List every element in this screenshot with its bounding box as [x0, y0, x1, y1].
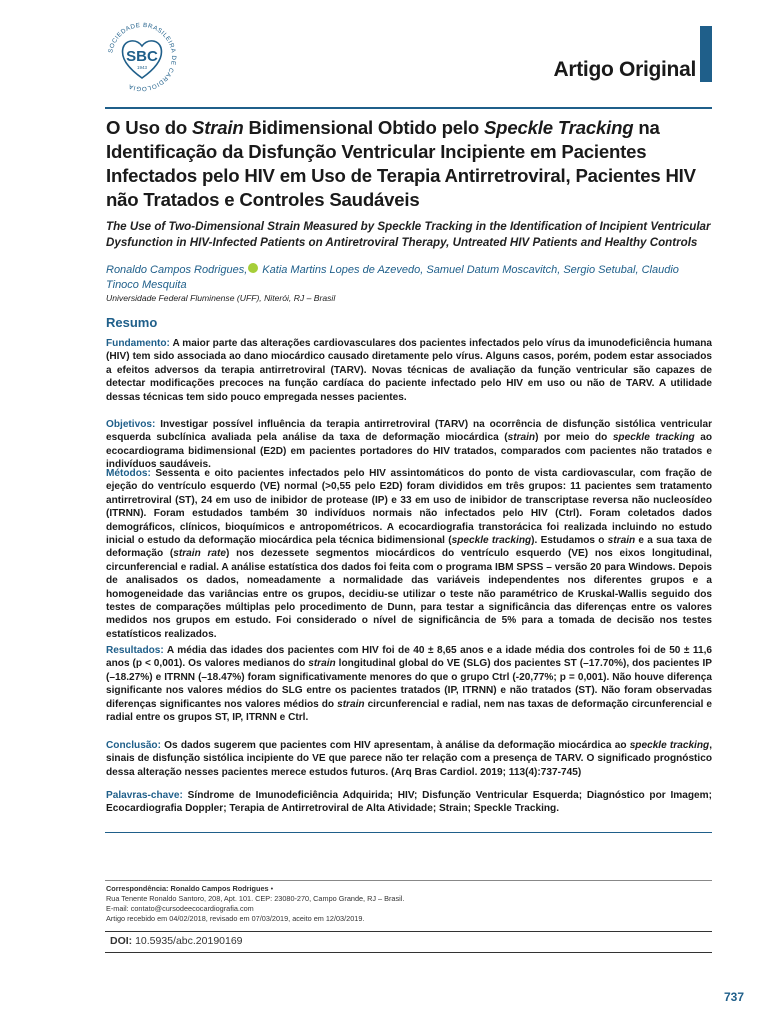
abstract-resultados: Resultados: A média das idades dos pacientes com HIV foi de 40 ± 8,65 anos e a idade média dos controles foi de 50 ± 11,6 anos (p < 0,001). Os valores medianos do strain longitudinal global do VE (SLG) dos pacientes ST (–17.70%), dos pacientes IP (–18.27%) e ITRNN (–18.47%) foram significativamente menores do que o grupo Ctrl (-20,77%; p = 0,001). Não houve diferença significante nos valores médios do SLG entre os pacientes tratados (IP, ITRNN) e não tratados (ST). Não foram observadas diferenças significantes nos valores médios do strain circunferencial e radial, nem nas taxas de deformação circunferencial e radial entre os grupos ST, IP, ITRNN e Ctrl. [106, 645, 712, 724]
logo-year: 1943 [136, 65, 148, 70]
section-bar [700, 26, 712, 82]
authors: Ronaldo Campos Rodrigues, Katia Martins Lopes de Azevedo, Samuel Datum Moscavitch, Sergio Setubal, Claudio Tinoco Mesquita [106, 264, 679, 291]
correspondence-divider [105, 880, 712, 881]
abstract-metodos: Métodos: Sessenta e oito pacientes infectados pelo HIV assintomáticos do ponto de vista cardiovascular, com fração de ejeção do ventrículo esquerdo (VE) normal (>0,55 pelo E2D) foram divididos em três grupos: 11 pacientes sem tratamento antirretroviral (ST), 24 em uso de inibidor de protease (IP) e 33 em uso de inibidor de transcriptase reversa não nucleosídeo (ITRNN). Foram estudados também 30 indivíduos normais não infectados pelo HIV (Ctrl). Foram coletados dados demográficos, clínicos, bioquímicos e antropométricos. A ecocardiografia transtorácica foi realizada incluindo no estudo inicial o estudo da deformação miocárdica pela técnica bidimensional (speckle tracking). Estudamos o strain e a sua taxa de deformação (strain rate) nos dezessete segmentos miocárdicos do ventrículo esquerdo (VE) nos eixos longitudinal, circunferencial e radial. A análise estatística dos dados foi feita com o programa IBM SPSS – versão 20 para Windows. Depois de analisados os dados, nomeadamente a normalidade das variáveis independentes nos diferentes grupos e a homogeneidade das variâncias entre os grupos, decidiu-se utilizar o teste não paramétrico de Kruskal-Wallis seguido dos testes de comparações múltiplas pelo procedimento de Dunn, para testar a significância das diferenças entre os valores medidos nos grupos em estudo. Foi considerado o nível de significância de 5% para a tomada de decisão nos testes estatísticos realizados. [106, 468, 713, 640]
abstract-heading: Resumo [106, 315, 158, 330]
orcid-icon[interactable] [248, 263, 258, 273]
logo-text: SBC [126, 48, 158, 65]
abstract-fundamento: Fundamento: A maior parte das alterações cardiovasculares dos pacientes infectados pelo vírus da imunodeficiência humana (HIV) tem sido associada ao dano miocárdico causado diretamente pelo vírus. Alguns casos, porém, podem estar associados a efeitos adversos da terapia antirretroviral (TARV). Novas técnicas de avaliação da função ventricular são capazes de detectar modificações precoces na função cardíaca do paciente infectado pelo HIV em uso ou não de TARV. A utilidade dessas técnicas tem sido pouco empregada nesses pacientes. [106, 338, 712, 403]
doi[interactable]: DOI: 10.5935/abc.20190169 [110, 935, 243, 947]
article-title: O Uso do Strain Bidimensional Obtido pelo Speckle Tracking na Identificação da Disfunção Ventricular Incipiente em Pacientes Infectados pelo HIV em Uso de Terapia Antirretroviral, Pacientes HIV não Tratados e Controles Saudáveis [106, 117, 696, 210]
page-number: 737 [724, 990, 745, 1004]
correspondence-email: E-mail: contato@cursodeecocardiografia.com [106, 904, 254, 913]
section-label: Artigo Original [553, 58, 696, 81]
affiliation: Universidade Federal Fluminense (UFF), Niterói, RJ – Brasil [106, 293, 336, 303]
english-title: The Use of Two-Dimensional Strain Measured by Speckle Tracking in the Identification of Incipient Ventricular Dysfunction in HIV-Infected Patients on Antiretroviral Therapy, Untreated HIV Patients and Healthy Controls [106, 220, 711, 249]
abstract-conclusao: Conclusão: Os dados sugerem que pacientes com HIV apresentam, à análise da deformação miocárdica ao speckle tracking, sinais de disfunção sistólica incipiente do VE que parece não ter relação com a presença de TARV. O significado prognóstico dessa alteração nesses pacientes merece estudos futuros. (Arq Bras Cardiol. 2019; 113(4):737-745) [106, 740, 713, 778]
doi-bottom-divider [105, 952, 712, 953]
doi-top-divider [105, 931, 712, 932]
abstract-objetivos: Objetivos: Investigar possível influência da terapia antirretroviral (TARV) na ocorrência de disfunção sistólica ventricular esquerda subclínica avaliada pela análise da taxa de deformação miocárdica (strain) por meio do speckle tracking ao ecocardiograma bidimensional (E2D) em pacientes portadores do HIV tratados, comparados com pacientes não tratados e indivíduos saudáveis. [106, 419, 712, 471]
logo-arc-text: SOCIEDADE BRASILEIRA DE CARDIOLOGIA [107, 21, 178, 93]
sbc-logo [103, 18, 181, 96]
abstract-bottom-divider [105, 832, 712, 833]
correspondence: Correspondência: Ronaldo Campos Rodrigues • Rua Tenente Ronaldo Santoro, 208, Apt. 101. CEP: 23080-270, Campo Grande, RJ – Brasil. E-mail: contato@cursodeecocardiografia.com Artigo recebido em 04/02/2018, revisado em 07/03/2019, aceito em 12/03/2019. [106, 884, 712, 924]
top-divider [105, 107, 712, 109]
keywords: Palavras-chave: Síndrome de Imunodeficiência Adquirida; HIV; Disfunção Ventricular Esquerda; Diagnóstico por Imagem; Ecocardiografia Doppler; Terapia de Antirretroviral de Alta Atividade; Strain; Speckle Tracking. [106, 790, 712, 815]
